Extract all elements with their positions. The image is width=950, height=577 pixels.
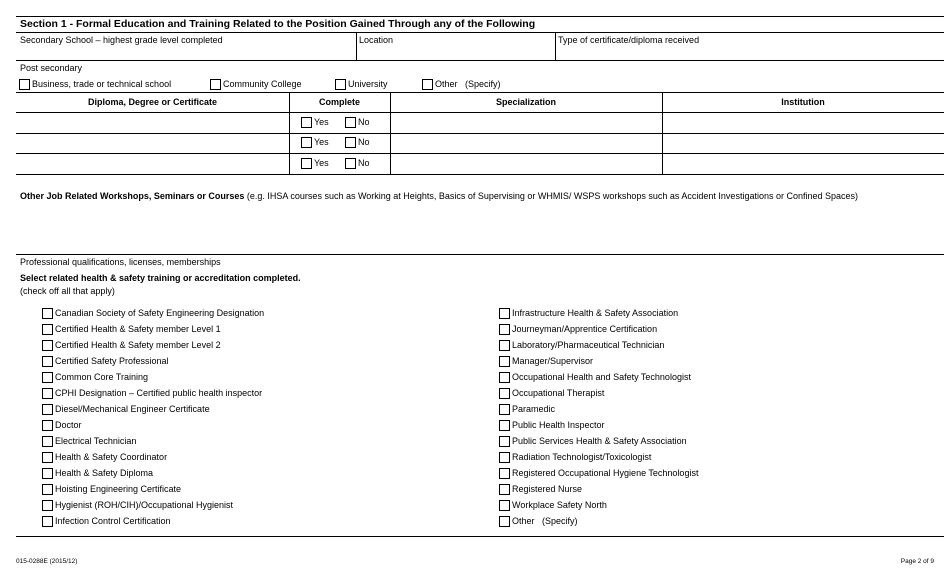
cb-paramedic[interactable]	[499, 404, 510, 415]
location-field[interactable]	[359, 46, 549, 59]
divider	[16, 254, 944, 255]
cb-chsm-level1[interactable]	[42, 324, 53, 335]
complete-no-checkbox[interactable]	[345, 137, 356, 148]
cb-journeyman[interactable]	[499, 324, 510, 335]
community-college-label: Community College	[223, 79, 302, 89]
cb-manager-supervisor[interactable]	[499, 356, 510, 367]
no-label: No	[358, 137, 370, 147]
bottom-border	[16, 536, 944, 537]
label-other-training: Other (Specify)	[512, 516, 578, 526]
complete-no-checkbox[interactable]	[345, 158, 356, 169]
table-row-divider	[16, 133, 944, 134]
label-workplace-safety-north: Workplace Safety North	[512, 500, 607, 510]
cb-certified-safety-professional[interactable]	[42, 356, 53, 367]
label-diesel-mechanical: Diesel/Mechanical Engineer Certificate	[55, 404, 210, 414]
complete-no-checkbox[interactable]	[345, 117, 356, 128]
header-specialization: Specialization	[495, 97, 557, 107]
table-header-divider	[16, 112, 944, 113]
secondary-grade-label: Secondary School – highest grade level completed	[20, 35, 223, 45]
header-diploma: Diploma, Degree or Certificate	[87, 97, 218, 107]
complete-yes-checkbox[interactable]	[301, 137, 312, 148]
community-college-checkbox[interactable]	[210, 79, 221, 90]
table-bottom-border	[16, 174, 944, 175]
divider	[16, 60, 944, 61]
cb-ohs-technologist[interactable]	[499, 372, 510, 383]
label-journeyman: Journeyman/Apprentice Certification	[512, 324, 658, 334]
cb-pshsa[interactable]	[499, 436, 510, 447]
specialization-field[interactable]	[392, 155, 660, 172]
label-cphi-designation: CPHI Designation – Certified public health inspector	[55, 388, 263, 398]
label-manager-supervisor: Manager/Supervisor	[512, 356, 594, 366]
workshops-field[interactable]	[20, 204, 940, 252]
label-paramedic: Paramedic	[512, 404, 556, 414]
yes-label: Yes	[314, 158, 329, 168]
yes-label: Yes	[314, 117, 329, 127]
institution-field[interactable]	[664, 155, 942, 172]
secondary-grade-field[interactable]	[20, 46, 350, 59]
university-checkbox[interactable]	[335, 79, 346, 90]
table-row-divider	[16, 153, 944, 154]
training-subtitle: (check off all that apply)	[20, 286, 115, 296]
cb-doctor[interactable]	[42, 420, 53, 431]
cb-electrical-technician[interactable]	[42, 436, 53, 447]
label-ohs-technologist: Occupational Health and Safety Technologist	[512, 372, 691, 382]
cb-cphi-designation[interactable]	[42, 388, 53, 399]
cb-ihsa[interactable]	[499, 308, 510, 319]
workshops-label	[20, 191, 858, 201]
cb-other-training[interactable]	[499, 516, 510, 527]
top-border	[16, 16, 944, 17]
label-certified-safety-professional: Certified Safety Professional	[55, 356, 169, 366]
label-lab-technician: Laboratory/Pharmaceutical Technician	[512, 340, 665, 350]
other-post-secondary-label: Other (Specify)	[435, 79, 501, 89]
label-hygienist: Hygienist (ROH/CIH)/Occupational Hygienist	[55, 500, 234, 510]
label-chsm-level1: Certified Health & Safety member Level 1	[55, 324, 221, 334]
certificate-type-field[interactable]	[558, 46, 938, 59]
cb-common-core-training[interactable]	[42, 372, 53, 383]
label-chsm-level2: Certified Health & Safety member Level 2	[55, 340, 221, 350]
cb-radiation-technologist[interactable]	[499, 452, 510, 463]
location-label: Location	[359, 35, 394, 45]
workshops-label-bold: Other Job Related Workshops, Seminars or Courses	[20, 191, 245, 201]
cb-hygienist[interactable]	[42, 500, 53, 511]
label-roht: Registered Occupational Hygiene Technologist	[512, 468, 699, 478]
cb-public-health-inspector[interactable]	[499, 420, 510, 431]
diploma-field[interactable]	[18, 155, 287, 172]
label-hs-diploma: Health & Safety Diploma	[55, 468, 154, 478]
label-infection-control: Infection Control Certification	[55, 516, 171, 526]
diploma-field[interactable]	[18, 135, 287, 152]
cb-csse-designation[interactable]	[42, 308, 53, 319]
label-pshsa: Public Services Health & Safety Association	[512, 436, 687, 446]
cb-registered-nurse[interactable]	[499, 484, 510, 495]
label-electrical-technician: Electrical Technician	[55, 436, 137, 446]
header-complete: Complete	[318, 97, 360, 107]
diploma-field[interactable]	[18, 114, 287, 131]
label-csse-designation: Canadian Society of Safety Engineering Designation	[55, 308, 265, 318]
post-secondary-label: Post secondary	[20, 63, 83, 73]
cb-workplace-safety-north[interactable]	[499, 500, 510, 511]
specialization-field[interactable]	[392, 135, 660, 152]
other-post-secondary-checkbox[interactable]	[422, 79, 433, 90]
complete-yes-checkbox[interactable]	[301, 158, 312, 169]
specialization-field[interactable]	[392, 114, 660, 131]
label-hoisting-engineering: Hoisting Engineering Certificate	[55, 484, 182, 494]
business-school-checkbox[interactable]	[19, 79, 30, 90]
no-label: No	[358, 117, 370, 127]
cb-roht[interactable]	[499, 468, 510, 479]
institution-field[interactable]	[664, 114, 942, 131]
label-hs-coordinator: Health & Safety Coordinator	[55, 452, 168, 462]
label-common-core-training: Common Core Training	[55, 372, 149, 382]
cb-lab-technician[interactable]	[499, 340, 510, 351]
business-school-label: Business, trade or technical school	[32, 79, 172, 89]
cb-diesel-mechanical[interactable]	[42, 404, 53, 415]
complete-yes-checkbox[interactable]	[301, 117, 312, 128]
university-label: University	[348, 79, 388, 89]
cb-infection-control[interactable]	[42, 516, 53, 527]
cb-hs-coordinator[interactable]	[42, 452, 53, 463]
form-number: 015-0288E (2015/12)	[16, 558, 78, 565]
header-institution: Institution	[781, 97, 825, 107]
workshops-label-examples: (e.g. IHSA courses such as Working at Heights, Basics of Supervising or WHMIS/ WSPS workshops such as Accident Investigations or Confined Spaces)	[244, 191, 859, 201]
label-radiation-technologist: Radiation Technologist/Toxicologist	[512, 452, 652, 462]
certificate-type-label: Type of certificate/diploma received	[558, 35, 700, 45]
cb-chsm-level2[interactable]	[42, 340, 53, 351]
label-registered-nurse: Registered Nurse	[512, 484, 583, 494]
cb-hs-diploma[interactable]	[42, 468, 53, 479]
training-title: Select related health & safety training or accreditation completed.	[20, 273, 301, 283]
section-title: Section 1 - Formal Education and Training Related to the Position Gained Through any of the Following	[20, 18, 536, 30]
institution-field[interactable]	[664, 135, 942, 152]
cb-hoisting-engineering[interactable]	[42, 484, 53, 495]
label-public-health-inspector: Public Health Inspector	[512, 420, 605, 430]
professional-label: Professional qualifications, licenses, memberships	[20, 257, 221, 267]
table-top-border	[16, 92, 944, 93]
divider	[555, 32, 556, 60]
label-doctor: Doctor	[55, 420, 82, 430]
section-title-divider	[16, 32, 944, 33]
label-occupational-therapist: Occupational Therapist	[512, 388, 605, 398]
page-number: Page 2 of 9	[900, 558, 934, 565]
yes-label: Yes	[314, 137, 329, 147]
no-label: No	[358, 158, 370, 168]
divider	[356, 32, 357, 60]
label-ihsa: Infrastructure Health & Safety Association	[512, 308, 679, 318]
cb-occupational-therapist[interactable]	[499, 388, 510, 399]
